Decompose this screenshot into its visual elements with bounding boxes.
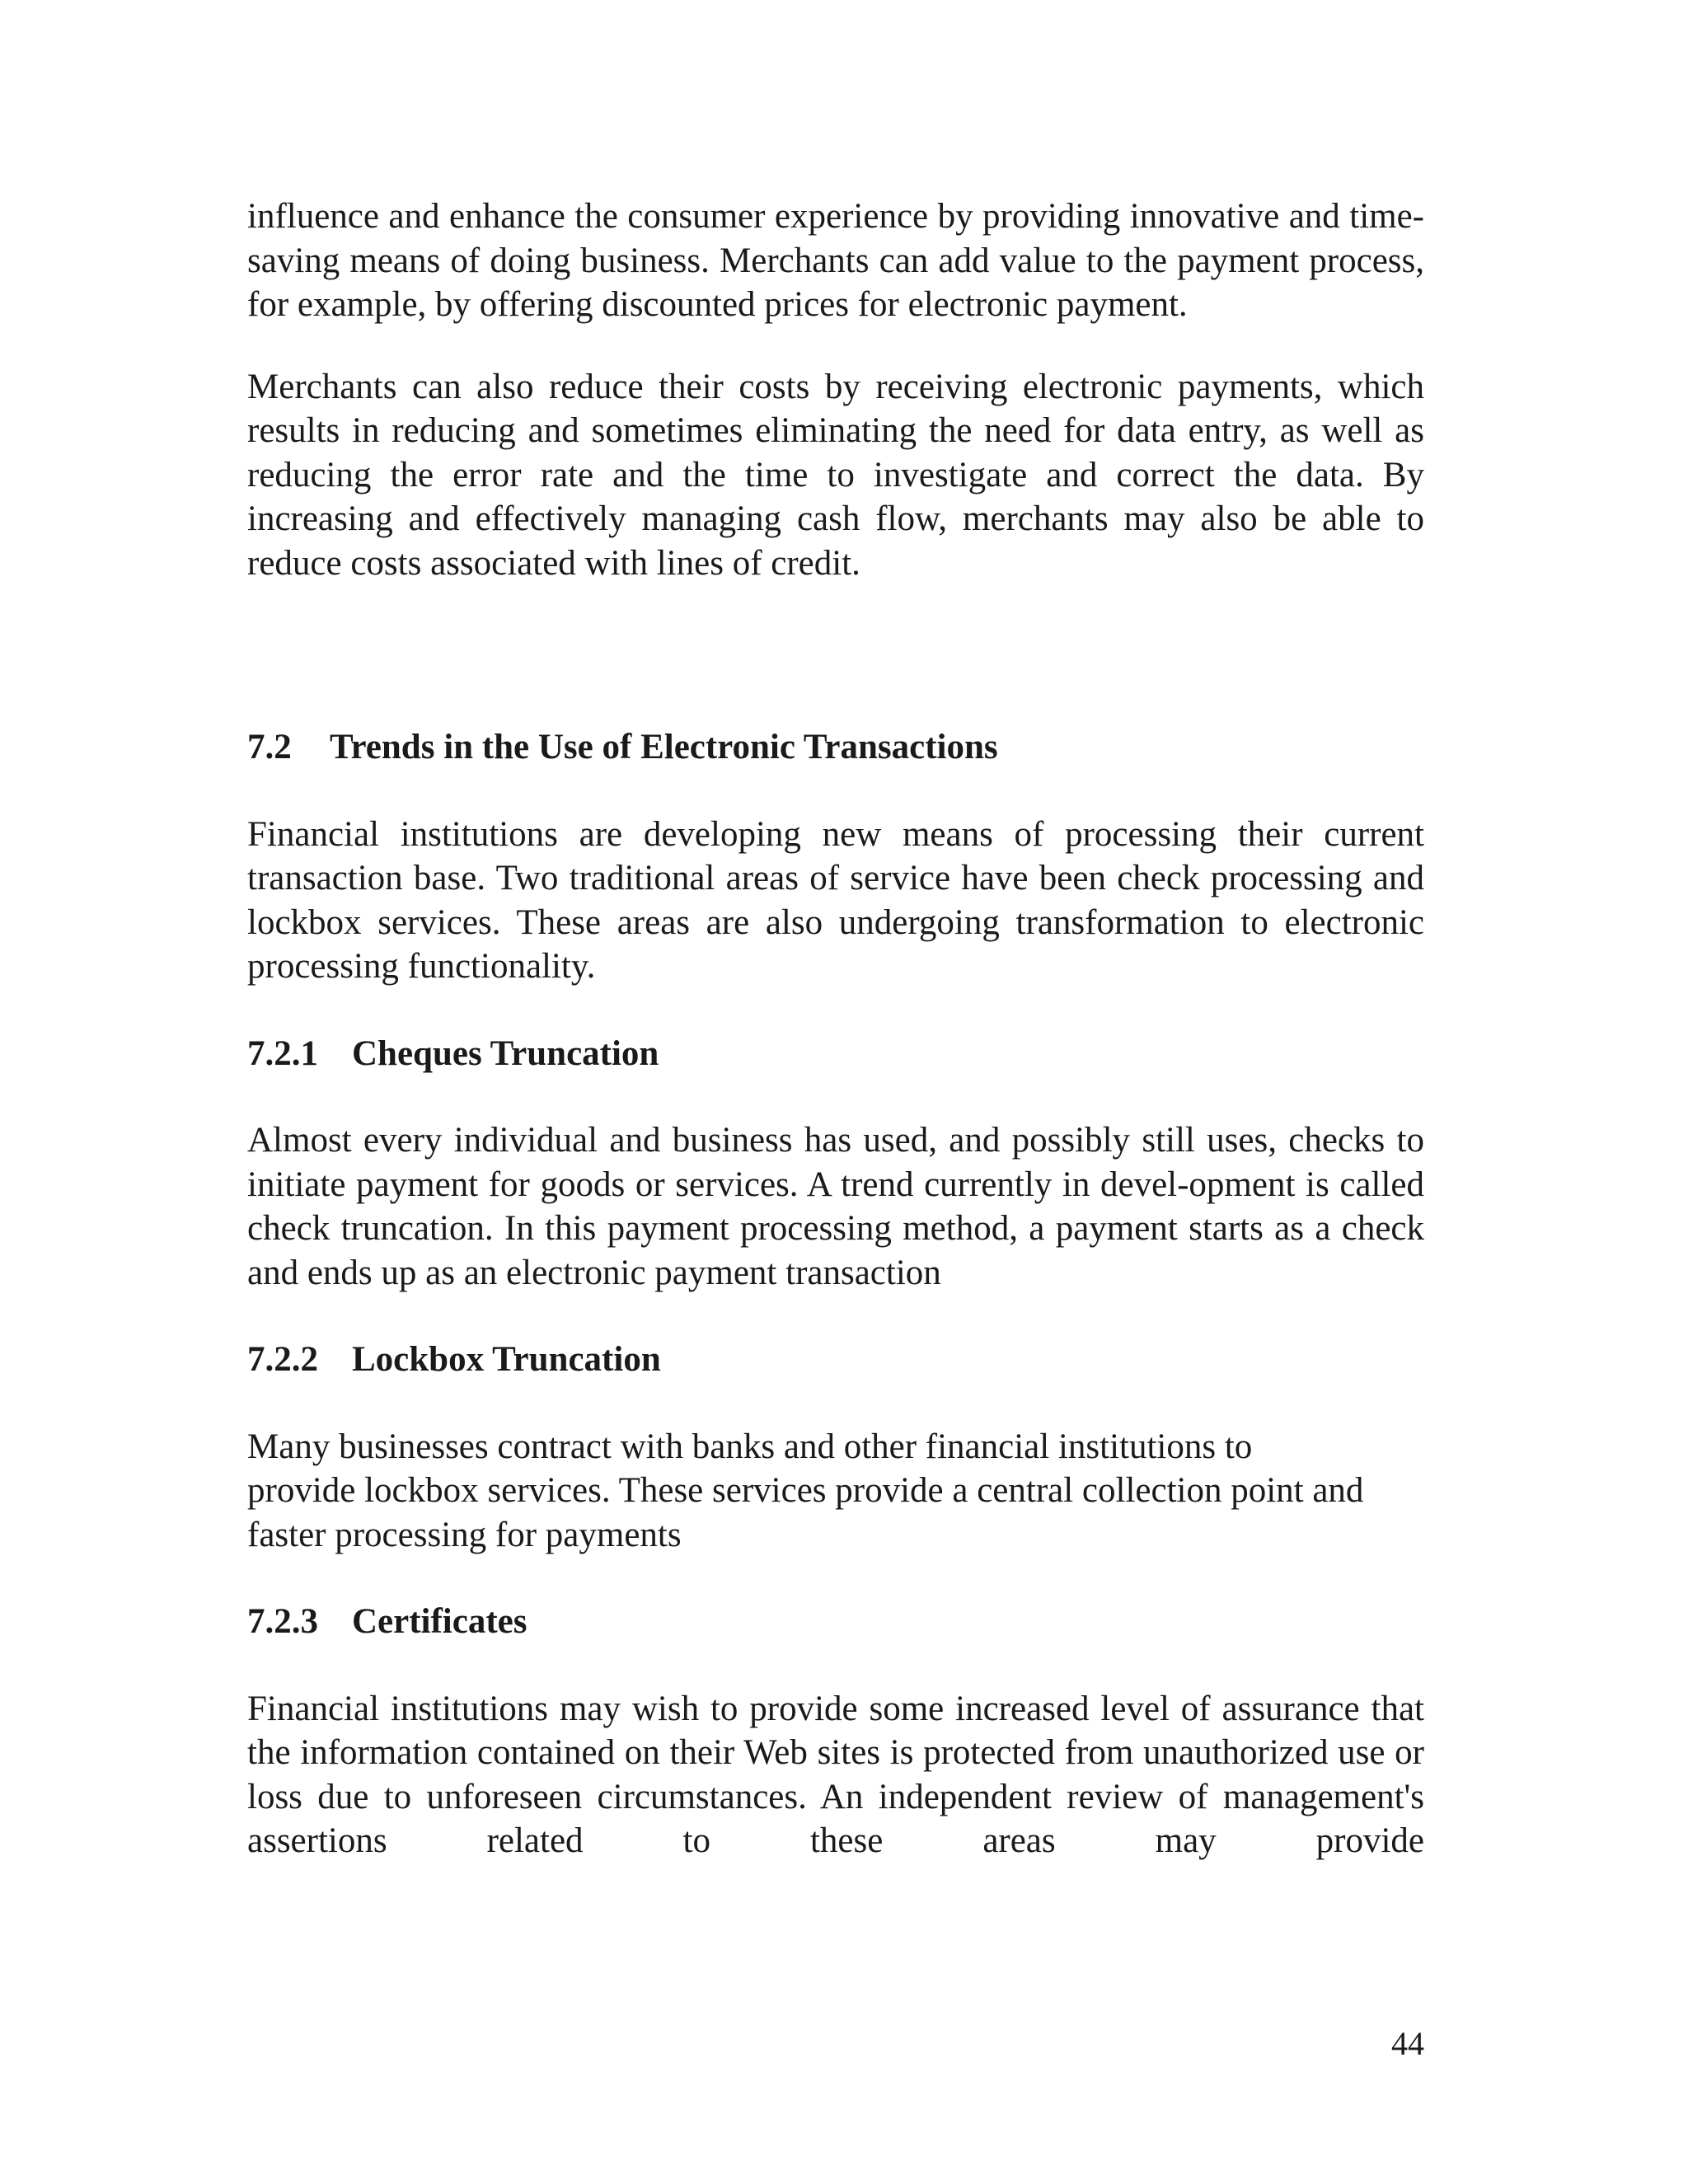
page-content xyxy=(247,194,1424,1863)
paragraph-cheques-truncation: Almost every individual and business has used, and possibly still uses, checks to initiate payment for goods or services. A trend currently in devel-opment is called check truncation. In this payment processing method, a payment starts as a check and ends up as an electronic payment transaction xyxy=(247,1121,1424,1292)
section-title: Lockbox Truncation xyxy=(352,1340,661,1379)
paragraph-trends: Financial institutions are developing new means of processing their current transaction base. Two traditional areas of service have been check processing and lockbox services. These areas are also undergoing transformation to electronic processing functionality. xyxy=(247,814,1424,986)
paragraph-lockbox-truncation: Many businesses contract with banks and other financial institutions to provide lockbox services. These services provide a central collection point and faster processing for payments xyxy=(247,1427,1364,1554)
section-title: Cheques Truncation xyxy=(352,1033,659,1073)
section-number: 7.2 xyxy=(247,728,292,766)
page-number: 44 xyxy=(1391,2025,1424,2062)
paragraph-merchant-costs: Merchants can also reduce their costs by receiving electronic payments, which results in reducing and sometimes eliminating the need for data entry, as well as reducing the error rate and the time to investigate and correct the data. By increasing and effectively managing cash flow, merchants may also be able to reduce costs associated with lines of credit. xyxy=(247,367,1424,583)
section-number: 7.2.3 xyxy=(247,1602,318,1641)
section-title: Trends in the Use of Electronic Transactions xyxy=(330,728,998,766)
section-heading-7-2-3 xyxy=(247,1600,1424,1644)
paragraph-consumer-experience: influence and enhance the consumer experience by providing innovative and time-saving means of doing business. Merchants can add value to the payment process, for example, by offering discounted prices for electronic payment. xyxy=(247,197,1424,324)
section-title: Certificates xyxy=(352,1602,528,1641)
section-heading-7-2-2 xyxy=(247,1338,1424,1382)
section-heading-7-2-1 xyxy=(247,1032,1424,1076)
paragraph-certificates: Financial institutions may wish to provide some increased level of assurance that the information contained on their Web sites is protected from unauthorized use or loss due to unforeseen circumstances. An independent review of management's assertions related to these areas may provide xyxy=(247,1689,1424,1860)
section-number: 7.2.1 xyxy=(247,1033,318,1073)
section-number: 7.2.2 xyxy=(247,1340,318,1379)
section-heading-7-2 xyxy=(247,725,1424,770)
